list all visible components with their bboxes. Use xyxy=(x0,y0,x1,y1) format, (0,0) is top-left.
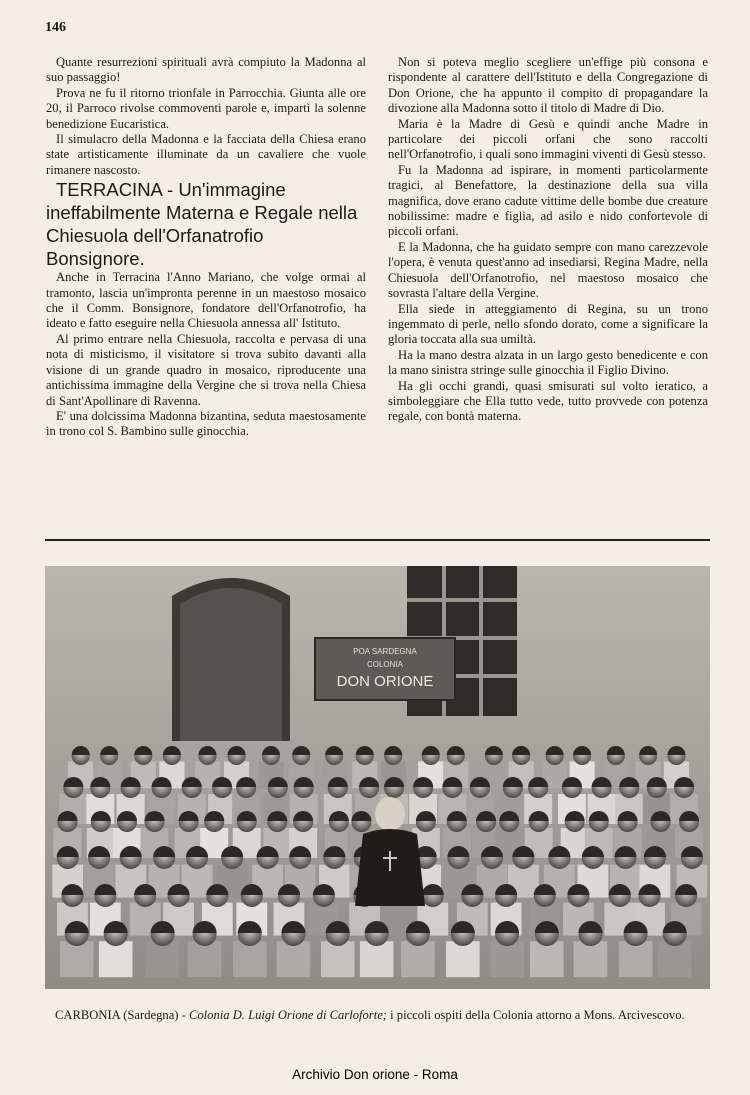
child-body xyxy=(658,941,692,977)
child-body xyxy=(233,941,267,977)
child-body xyxy=(446,941,480,977)
sign-text: POA SARDEGNA xyxy=(353,647,417,656)
paragraph: E' una dolcissima Madonna bizantina, seduta maestosamente in trono col S. Bambino sulle ginocchia. xyxy=(46,408,366,439)
paragraph: Ha gli occhi grandi, quasi smisurati sul volto ieratico, a simboleggiare che Ella tutto vede, tutto provvede con potenza regale, con bontà materna. xyxy=(388,378,708,424)
child-body xyxy=(321,941,355,977)
child-body xyxy=(360,941,394,977)
child-body xyxy=(490,941,524,977)
caption-rest: i piccoli ospiti della Colonia attorno a Mons. Arcivescovo. xyxy=(386,1008,685,1022)
group-photo xyxy=(45,566,710,989)
paragraph: Prova ne fu il ritorno trionfale in Parrocchia. Giunta alle ore 20, il Parroco rivolse commoventi parole e, impartì la solenne benedizione Eucaristica. xyxy=(46,85,366,131)
child-body xyxy=(574,941,608,977)
paragraph: E la Madonna, che ha guidato sempre con mano carezzevole l'opera, è venuta quest'anno ad insediarsi, Regina Madre, nella Chiesuola dell'Orfanotrofio, nel maestoso mosaico che sovrasta l'altare della Vergine. xyxy=(388,239,708,301)
caption-italic: Colonia D. Luigi Orione di Carloforte; xyxy=(188,1008,387,1022)
paragraph: Al primo entrare nella Chiesuola, raccolta e pervasa di una nota di misticismo, il visitatore si trova subito davanti alla visione di un grande quadro in mosaico, riproducente una antichissima immagine della Vergine che si trova nella Chiesa di Sant'Apollinare di Ravenna. xyxy=(46,331,366,408)
child-body xyxy=(530,941,564,977)
paragraph: Il simulacro della Madonna e la facciata della Chiesa erano state artisticamente illuminate da un cavaliere che vuole rimanere nascosto. xyxy=(46,132,366,177)
archive-footer: Archivio Don orione - Roma xyxy=(292,1067,458,1082)
paragraph: Anche in Terracina l'Anno Mariano, che volge ormai al tramonto, lascia un'impronta perenne in un maestoso mosaico che il Comm. Bonsignore, fondatore dell'Orfanotrofio, ha ideato e fatto eseguire nella Chiesuola annessa all' Istituto. xyxy=(46,270,366,331)
paragraph: Ella siede in atteggiamento di Regina, su un trono ingemmato di perle, nello sfondo dorato, come a significare la gloria toccata alla sua umiltà. xyxy=(388,301,708,347)
sign-text: DON ORIONE xyxy=(336,673,434,690)
paragraph: Quante resurrezioni spirituali avrà compiuto la Madonna al suo passaggio! xyxy=(46,55,366,85)
article-heading: TERRACINA - Un'immagine ineffabilmente Materna e Regale nella Chiesuola dell'Orfanatrofio Bonsignore. xyxy=(46,179,358,270)
child-body xyxy=(188,941,222,977)
paragraph: Non si poteva meglio scegliere un'effige più consona e rispondente al carattere dell'Istituto e della Congregazione di Don Orione, che ha appunto il compito di propagandare la divozione alla Madonna sotto il titolo di Madre di Dio. xyxy=(388,55,708,116)
paragraph: Ha la mano destra alzata in un largo gesto benedicente e con la mano sinistra stringe sulle ginocchia il Figlio Divino. xyxy=(388,347,708,378)
section-divider xyxy=(45,539,710,541)
paragraph: Fu la Madonna ad ispirare, in momenti particolarmente tragici, al Benefattore, la destinazione della sua villa magnifica, dove erano cadute vittime delle bombe due creature nobilissime: madre e figlia, ad asilo e nido confortevole di piccoli orfani. xyxy=(388,162,708,239)
child-body xyxy=(277,941,311,977)
photo-caption xyxy=(55,1008,705,1024)
left-column xyxy=(46,55,366,440)
paragraph: Maria è la Madre di Gesù e quindi anche Madre in particolare dei piccoli orfani che sono raccolti nell'Orfanotrofio, i quali sono immagini viventi di Gesù stesso. xyxy=(388,116,708,162)
child-body xyxy=(60,941,94,977)
right-column xyxy=(388,55,708,425)
child-body xyxy=(401,941,435,977)
page-number: 146 xyxy=(45,20,66,35)
sign-text: COLONIA xyxy=(366,660,404,669)
child-body xyxy=(146,941,180,977)
child-body xyxy=(99,941,133,977)
caption-lead: CARBONIA (Sardegna) - xyxy=(55,1008,189,1022)
child-body xyxy=(619,941,653,977)
